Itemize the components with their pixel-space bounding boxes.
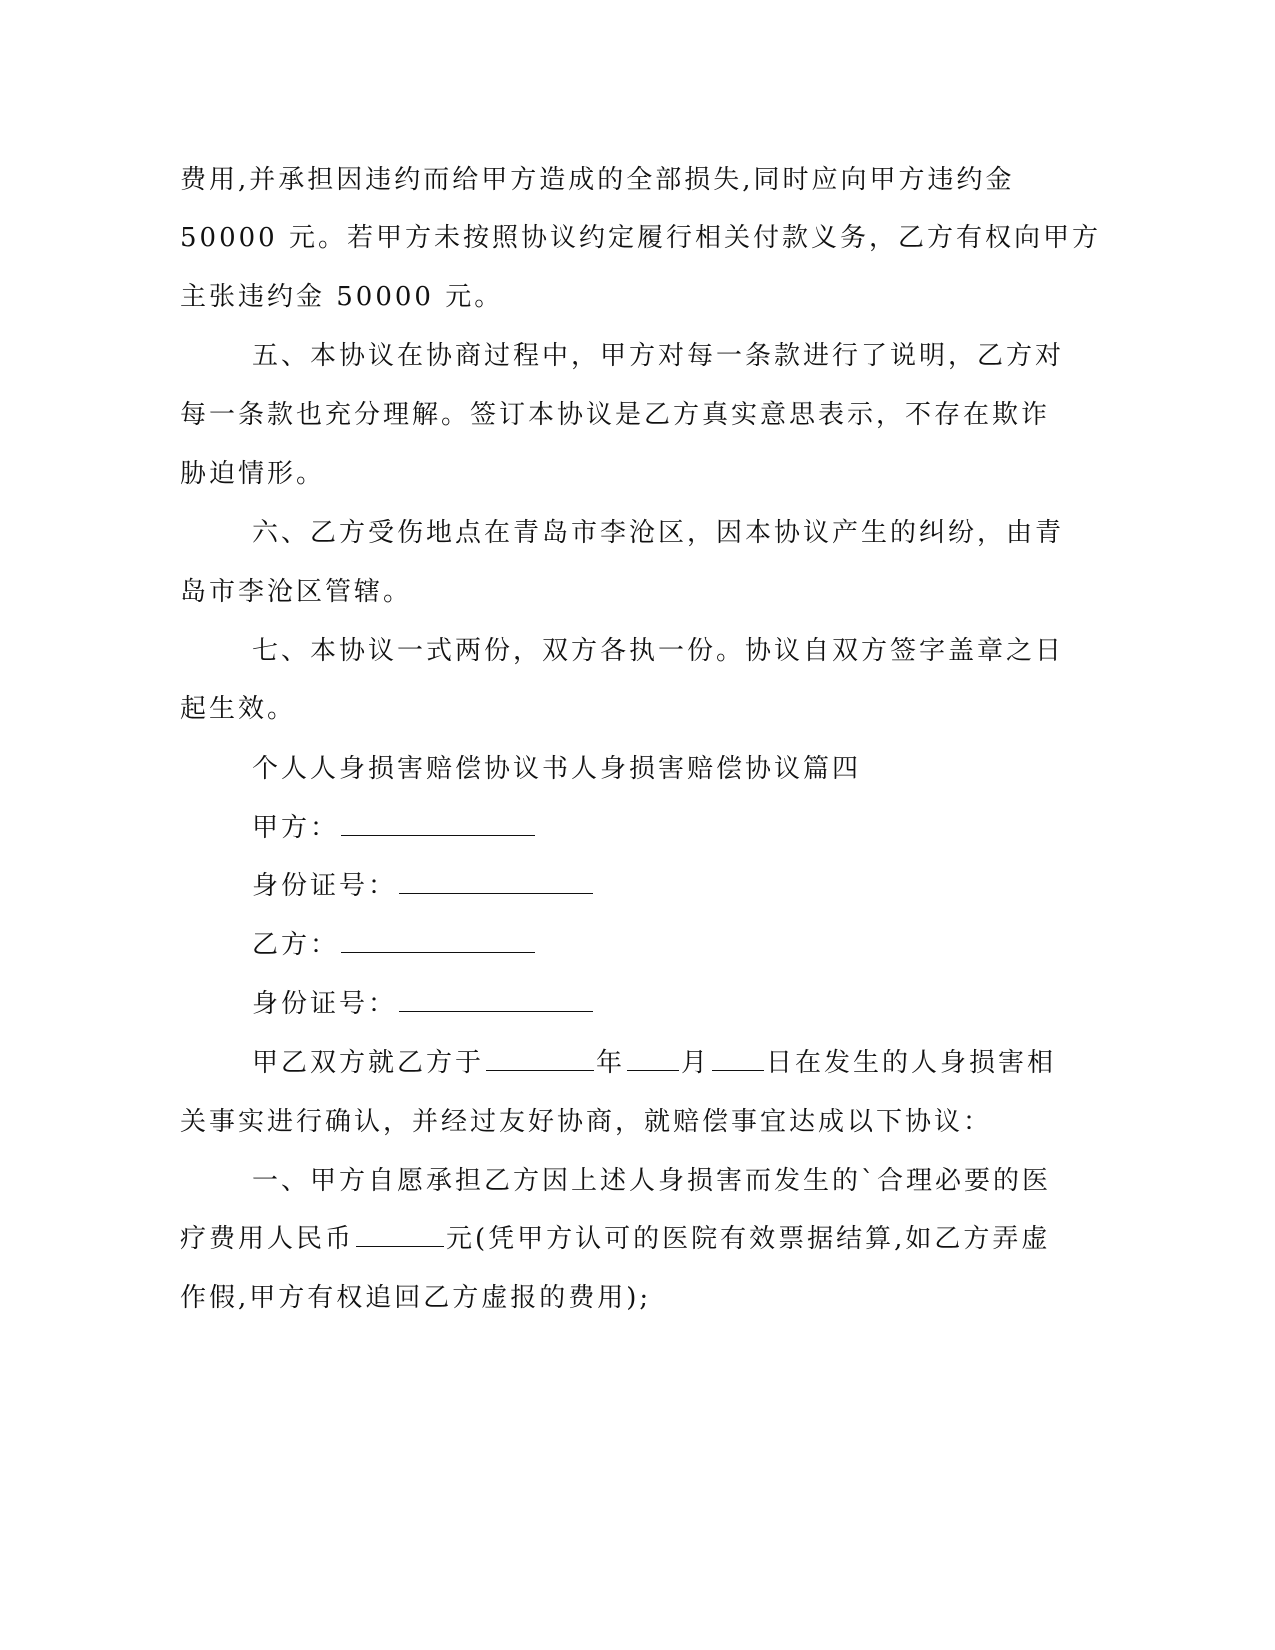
agreement-intro-line-1 — [252, 1046, 1056, 1080]
clause-seven-line-2: 起生效。 — [180, 694, 297, 724]
clause-five-line-3: 胁迫情形。 — [180, 459, 326, 489]
party-b-label: 乙方： — [252, 930, 340, 960]
clause-six-line-2: 岛市李沧区管辖。 — [180, 577, 413, 607]
clause-five-line-1: 五、本协议在协商过程中，甲方对每一条款进行了说明，乙方对 — [252, 341, 1065, 371]
clause-one-line-3: 作假,甲方有权追回乙方虚报的费用); — [180, 1283, 652, 1313]
day-blank — [712, 1046, 764, 1071]
para-penalty-line-3: 主张违约金 50000 元。 — [180, 282, 504, 312]
intro-seg-year: 年 — [596, 1048, 626, 1078]
id-a-label: 身份证号： — [252, 871, 398, 901]
party-a-blank — [341, 811, 535, 836]
intro-seg-day: 日在发生的人身损害相 — [766, 1048, 1057, 1078]
section-heading: 个人人身损害赔偿协议书人身损害赔偿协议篇四 — [252, 754, 862, 784]
id-b-row — [252, 987, 595, 1021]
id-a-row — [252, 869, 595, 903]
agreement-intro-line-2: 关事实进行确认，并经过友好协商，就赔偿事宜达成以下协议： — [180, 1107, 993, 1137]
party-b-row — [252, 928, 537, 962]
amount-blank — [356, 1222, 444, 1247]
clause-one-seg-2: 元(凭甲方认可的医院有效票据结算,如乙方弄虚 — [446, 1224, 1051, 1254]
para-penalty-line-1: 费用,并承担因违约而给甲方造成的全部损失,同时应向甲方违约金 — [180, 165, 1015, 195]
intro-seg-1: 甲乙双方就乙方于 — [252, 1048, 485, 1078]
clause-five-line-2: 每一条款也充分理解。签订本协议是乙方真实意思表示，不存在欺诈 — [180, 400, 1051, 430]
clause-six-line-1: 六、乙方受伤地点在青岛市李沧区，因本协议产生的纠纷，由青 — [252, 518, 1065, 548]
id-a-blank — [399, 869, 593, 894]
party-a-row — [252, 811, 537, 845]
party-a-label: 甲方： — [252, 813, 340, 843]
id-b-label: 身份证号： — [252, 989, 398, 1019]
clause-one-line-2 — [180, 1222, 1050, 1256]
party-b-blank — [341, 928, 535, 953]
clause-one-seg-1: 疗费用人民币 — [180, 1224, 355, 1254]
clause-seven-line-1: 七、本协议一式两份，双方各执一份。协议自双方签字盖章之日 — [252, 636, 1065, 666]
year-blank — [486, 1046, 594, 1071]
month-blank — [627, 1046, 679, 1071]
clause-one-line-1: 一、甲方自愿承担乙方因上述人身损害而发生的`合理必要的医 — [252, 1166, 1052, 1196]
id-b-blank — [399, 987, 593, 1012]
para-penalty-line-2: 50000 元。若甲方未按照协议约定履行相关付款义务，乙方有权向甲方 — [180, 223, 1101, 253]
intro-seg-month: 月 — [681, 1048, 711, 1078]
